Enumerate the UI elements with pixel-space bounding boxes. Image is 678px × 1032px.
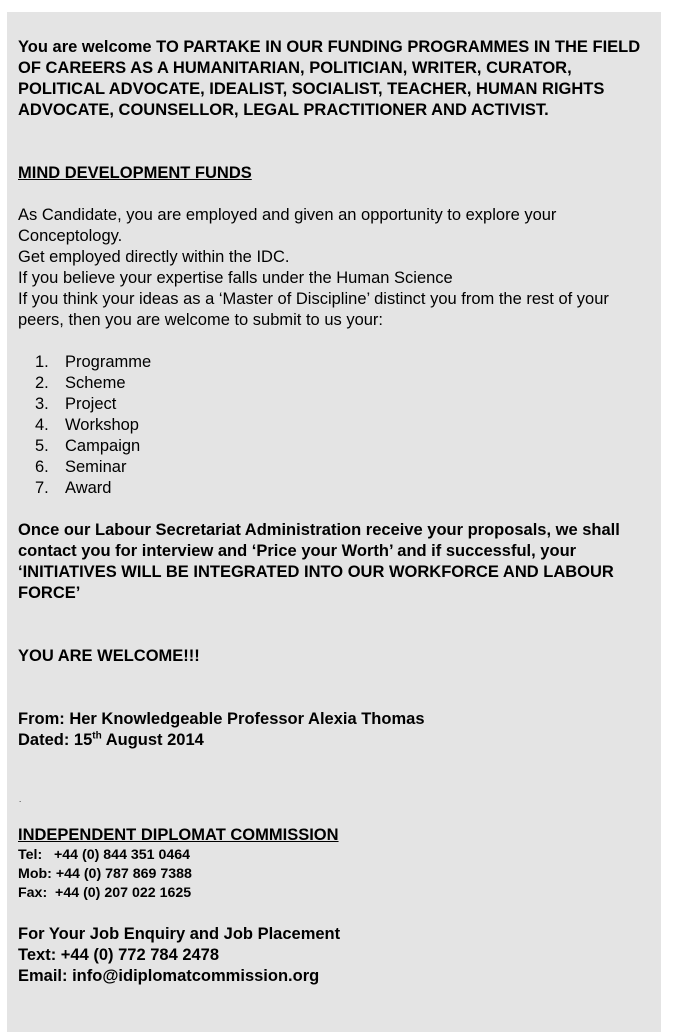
list-label: Workshop [65,416,139,434]
body-line-4: If you think your ideas as a ‘Master of Discipline’ distinct you from the rest of your peers, then you are welcome to submit to us your: [18,290,609,329]
document-content [18,37,658,987]
list-number: 1. [35,353,49,371]
dated-prefix: Dated: 15 [18,731,93,749]
body-line-2: Get employed directly within the IDC. [18,248,290,266]
dated-suffix: August 2014 [101,731,204,749]
list-label: Award [65,479,112,497]
list-number: 6. [35,458,49,476]
list-label: Programme [65,353,152,371]
list-label: Project [65,395,117,413]
list-number: 2. [35,374,49,392]
list-item [35,478,658,499]
section-heading: MIND DEVELOPMENT FUNDS [18,164,252,182]
list-number: 5. [35,437,49,455]
list-item [35,352,658,373]
document-page [7,12,661,1032]
enquiry-text: Text: +44 (0) 772 784 2478 [18,946,220,964]
list-label: Seminar [65,458,127,476]
list-item [35,415,658,436]
list-number: 4. [35,416,49,434]
org-name: INDEPENDENT DIPLOMAT COMMISSION [18,826,339,844]
dated-line [18,730,658,751]
from-line: From: Her Knowledgeable Professor Alexia Thomas [18,710,425,728]
list-label: Scheme [65,374,126,392]
org-fax: Fax: +44 (0) 207 022 1625 [18,885,192,901]
list-item [35,373,658,394]
stray-dot: . [19,795,22,804]
list-item [35,436,658,457]
intro-paragraph: You are welcome TO PARTAKE IN OUR FUNDING PROGRAMMES IN THE FIELD OF CAREERS AS A HUMANITARIAN, POLITICIAN, WRITER, CURATOR, POLITICAL ADVOCATE, IDEALIST, SOCIALIST, TEACHER, HUMAN RIGHTS ADVOCATE, COUNSELLOR, LEGAL PRACTITIONER AND ACTIVIST. [18,38,641,119]
body-line-3: If you believe your expertise falls under the Human Science [18,269,453,287]
list-item [35,457,658,478]
closing-paragraph: Once our Labour Secretariat Administration receive your proposals, we shall contact you for interview and ‘Price your Worth’ and if successful, your ‘INITIATIVES WILL BE INTEGRATED INTO OUR WORKFORCE AND LABOUR FORCE’ [18,521,620,602]
submission-list [18,352,658,499]
enquiry-email: Email: info@idiplomatcommission.org [18,967,320,985]
body-line-1: As Candidate, you are employed and given an opportunity to explore your Conceptology. [18,206,557,245]
org-tel: Tel: +44 (0) 844 351 0464 [18,847,191,863]
list-number: 7. [35,479,49,497]
dated-superscript: th [92,730,102,742]
list-number: 3. [35,395,49,413]
list-label: Campaign [65,437,141,455]
org-mob: Mob: +44 (0) 787 869 7388 [18,866,192,882]
welcome-line: YOU ARE WELCOME!!! [18,647,200,665]
list-item [35,394,658,415]
enquiry-title: For Your Job Enquiry and Job Placement [18,925,341,943]
